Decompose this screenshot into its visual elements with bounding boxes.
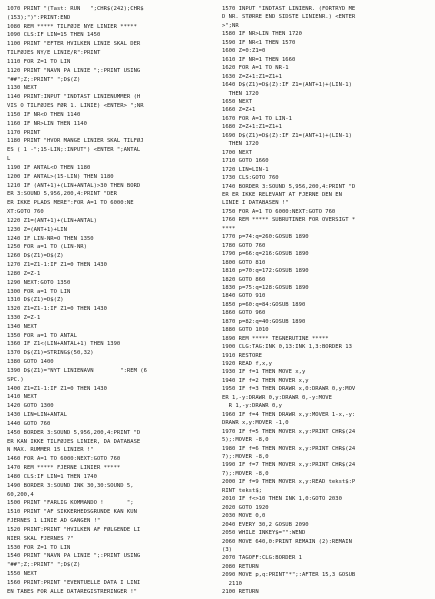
code-line: 1410 NEXT [7, 394, 37, 401]
code-line: 1830 p=75:q=128:GOSUB 1890 [222, 284, 309, 291]
code-line: VIS O TILFØJES FØR 1. LINIE) <ENTER> ";NR [7, 103, 144, 110]
code-line: LINIE I DATABASEN !" [222, 200, 289, 207]
code-line: 1370 D$(Z1)=STRING$(50,32) [7, 350, 94, 357]
code-line: 1160 IF NR>LIN THEN 1140 [7, 120, 87, 127]
code-line: 2020 GOTO 1920 [222, 504, 269, 511]
code-line: XT:GOTO 760 [7, 209, 44, 216]
code-line: 1880 GOTO 1010 [222, 327, 269, 334]
code-line: 1340 NEXT [7, 323, 37, 330]
code-line: 1930 IF f=1 THEN MOVE x,y [222, 369, 306, 376]
code-line: 1120 PRINT "NAVN PA LINIE ";:PRINT USING [7, 67, 141, 74]
code-line: 1360 IF Z1<(LIN+ANTAL+1) THEN 1390 [7, 341, 121, 348]
code-line: 1650 NEXT [222, 98, 252, 105]
code-line: 1640 D$(Z1)=D$(Z):IF Z1=(ANT+1)+(LIN-1) [222, 82, 352, 89]
code-line: 1250 FOR a=1 TO (LIN-NR) [7, 244, 87, 251]
code-line: ER KAN IKKE TILFØJES LINIER, DA DATABASE [7, 438, 141, 445]
code-line: 1690 D$(Z1)=D$(Z):IF Z1=(ANT+1)+(LIN-1) [222, 132, 352, 139]
code-line: 1140 PRINT:INPUT "INDTAST LINIENUMMER (H [7, 94, 141, 101]
code-line: 1940 IF f=2 THEN MOVER x,y [222, 377, 309, 384]
code-line: THEN 1720 [222, 90, 259, 97]
code-line: 1790 p=66:q=216:GOSUB 1890 [222, 251, 309, 258]
code-line: 1210 IF (ANT+1)+(LIN+ANTAL)>30 THEN BORD [7, 182, 141, 189]
code-line: 1230 Z=(ANT+1)+LIN [7, 226, 67, 233]
code-line: 1440 GOTO 760 [7, 420, 51, 427]
code-line: 1510 PRINT "AF SIKKERHEDSGRUNDE KAN KUN [7, 509, 137, 516]
code-line: 1100 PRINT "EFTER HVILKEN LINIE SKAL DER [7, 41, 141, 48]
code-line: 5);:MOVER -8,0 [222, 437, 269, 444]
code-line: 1200 IF ANTAL>(15-LIN) THEN 1180 [7, 173, 114, 180]
code-line: 1840 GOTO 910 [222, 293, 266, 300]
code-line: THEN 1720 [222, 141, 259, 148]
code-line: 2050 WHILE INKEY$="":WEND [222, 530, 306, 537]
code-line: 1900 CLG:TAG:INK 0,13:INK 1,3:BORDER 13 [222, 344, 352, 351]
code-line: 7);:MOVER -8,0 [222, 470, 269, 477]
code-line: EN TABES FOR ALLE DATAREGISTRERINGER !" [7, 588, 137, 595]
code-line: ER 1,-y:DRAWR 0,y:DRAWR 0,-y:MOVE [222, 394, 332, 401]
code-line: 1850 p=60:q=84:GOSUB 1890 [222, 301, 306, 308]
code-line: 1530 FOR Z=1 TO LIN [7, 544, 71, 551]
code-line: 1110 FOR Z=1 TO LIN [7, 58, 71, 65]
code-line: D NR. STØRRE END SIDSTE LINIENR.) <ENTER [222, 14, 356, 21]
code-line: 1820 GOTO 860 [222, 276, 266, 283]
code-line: 1970 IF f=5 THEN MOVER x,y:PRINT CHR$(24 [222, 428, 356, 435]
code-line: 1460 FOR A=1 TO 6000:NEXT:GOTO 760 [7, 456, 121, 463]
code-line: 1130 NEXT [7, 85, 37, 92]
code-line: 2030 MOVE 0,0 [222, 513, 266, 520]
code-line: 1750 FOR A=1 TO 6000:NEXT:GOTO 760 [222, 208, 336, 215]
code-line: 2110 [222, 580, 242, 587]
code-line: 1240 IF LIN-NR=O THEN 1350 [7, 235, 94, 242]
code-line: 1710 GOTO 1660 [222, 158, 269, 165]
code-line: 1390 D$(Z1)="NYT LINIENAVN ":REM (6 [7, 367, 147, 374]
code-line: 1700 NEXT [222, 149, 252, 156]
code-line: L [7, 156, 11, 163]
code-line: 1590 IF NR<1 THEN 1570 [222, 39, 296, 46]
code-line: 1890 REM ***** TEGNERUTINE ***** [222, 335, 329, 342]
code-line: 1300 FOR a=1 TO LIN [7, 288, 71, 295]
code-line: 1180 PRINT "HVOR MANGE LINIER SKAL TILFØJ [7, 138, 144, 145]
code-line: 1810 p=70:q=172:GOSUB 1890 [222, 268, 309, 275]
code-line: 2060 MOVE 640,0:PRINT REMAIN (2):REMAIN [222, 538, 352, 545]
code-line: 1570 INPUT "INDTAST LINIENR. (FORTRYD ME [222, 6, 356, 12]
code-line: 1380 GOTO 1400 [7, 359, 54, 366]
code-line: 1520 PRINT:PRINT "HVILKEN AF FØLGENDE LI [7, 526, 141, 533]
code-line: 2090 MOVE p,q:PRINT"*";:AFTER 15,3 GOSUB [222, 572, 356, 579]
code-line: 1960 IF f=4 THEN DRAWR x,y:MOVER 1-x,-y: [222, 411, 356, 418]
code-line: SPC.) [7, 376, 24, 383]
code-line: ER 3:SOUND 5,956,200,4:PRINT "DER [7, 191, 117, 198]
code-line: 2010 IF f<>10 THEN INK 1,0:GOTO 2030 [222, 496, 342, 503]
code-line: 1070 PRINT "(Tast: RUN ";CHR$(242);CHR$ [7, 6, 144, 12]
code-line: 1780 GOTO 760 [222, 242, 266, 249]
code-line: ER IKKE PLADS MERE":FOR A=1 TO 6000:NE [7, 200, 134, 207]
code-line: 2040 EVERY 30,2 GOSUB 2090 [222, 521, 309, 528]
code-line: 1980 IF f=6 THEN MOVER x,y:PRINT CHR$(24 [222, 445, 356, 452]
code-line: "##";Z;:PRINT" ";D$(Z) [7, 76, 81, 83]
code-line: 1560 PRINT:PRINT "EVENTUELLE DATA I LINI [7, 579, 141, 586]
code-line: 1620 FOR A=1 TO NR-1 [222, 65, 289, 72]
code-line: 1610 IF NR=1 THEN 1660 [222, 56, 296, 63]
code-line: DRAWR x,y:MOVER -1,0 [222, 420, 289, 427]
code-line: 60,200,4 [7, 491, 34, 498]
code-line: 1600 Z=0:Z1=0 [222, 48, 266, 55]
code-line: 1080 REM ***** TILFØJE NYE LINIER ***** [7, 23, 137, 30]
code-line: 1540 PRINT "NAVN PA LINIE ";:PRINT USING [7, 553, 141, 560]
code-line: 1910 RESTORE [222, 352, 262, 359]
code-line: 1770 p=74:q=260:GOSUB 1890 [222, 234, 309, 241]
code-line: 1090 CLS:IF LIN=15 THEN 1450 [7, 32, 101, 39]
listing-column-right [222, 6, 432, 596]
code-line: TILFØJES NY/E LINIE/R":PRINT [7, 50, 101, 57]
code-line: 1800 GOTO 810 [222, 259, 266, 266]
code-line: FJERNES 1 LINIE AD GANGEN !" [7, 518, 101, 525]
code-line: 1920 READ f,x,y [222, 361, 272, 368]
code-line: 1730 CLS:GOTO 760 [222, 175, 279, 182]
code-line: 2000 IF f=9 THEN MOVER x,y:READ tekst$:P [222, 479, 356, 486]
code-line: 2080 RETURN [222, 563, 259, 570]
code-line: 1470 REM ***** FJERNE LINIER ***** [7, 465, 121, 472]
code-line: 1630 Z=Z+1:Z1=Z1+1 [222, 73, 282, 80]
code-line: **** [222, 225, 236, 232]
code-line: ER ER IKKE RELEVANT AT FJERNE DEN EN [222, 191, 342, 198]
code-line: 1350 FOR a=1 TO ANTAL [7, 332, 77, 339]
code-line: 1400 Z1=Z1-1:IF Z1=0 THEN 1430 [7, 385, 107, 392]
code-line: 1290 NEXT:GOTO 1350 [7, 279, 71, 286]
code-line: N MAX. RUMMER 15 LINIER !" [7, 447, 94, 454]
code-line: 1280 Z=Z-1 [7, 270, 41, 277]
code-line: 2100 RETURN [222, 589, 259, 596]
code-line: 1330 Z=Z-1 [7, 314, 41, 321]
code-line: "##";Z;:PRINT" ";D$(Z) [7, 562, 81, 569]
code-line: 1220 Z1=(ANT+1)+(LIN+ANTAL) [7, 217, 97, 224]
code-line: 1450 BORDER 3:SOUND 5,956,200,4:PRINT "D [7, 429, 141, 436]
code-line: ES ( 1 -";15-LIN;:INPUT") <ENTER ";ANTAL [7, 147, 141, 154]
code-line: 1430 LIN=LIN+ANTAL [7, 412, 67, 419]
code-line: NIER SKAL FJERNES ?" [7, 535, 74, 542]
code-line: 1870 p=82:q=40:GOSUB 1890 [222, 318, 306, 325]
code-line: 1420 GOTO 1300 [7, 403, 54, 410]
code-line: >";NR [222, 22, 239, 29]
code-line: 1860 GOTO 960 [222, 310, 266, 317]
code-line: RINT tekst$; [222, 487, 262, 494]
code-line: 1270 Z1=Z1-1:IF Z1=0 THEN 1430 [7, 262, 107, 269]
code-line: 1260 D$(Z1)=D$(Z) [7, 253, 64, 260]
code-line: 1670 FOR A=1 TO LIN-1 [222, 115, 292, 122]
code-line: 1660 Z=Z+1 [222, 107, 256, 114]
code-line: (153);")":PRINT:END [7, 14, 71, 21]
code-line: 1720 LIN=LIN-1 [222, 166, 269, 173]
code-line: 1950 IF f=3 THEN DRAWR x,0:DRAWR 0,y:MOV [222, 386, 356, 393]
code-line: 1490 BORDER 3:SOUND INK 30,30:SOUND 5, [7, 482, 134, 489]
code-line: 1310 D$(Z1)=D$(Z) [7, 297, 64, 304]
code-line: 1480 CLS:IF LIN=1 THEN 1740 [7, 473, 97, 480]
code-line: 1150 IF NR<O THEN 1140 [7, 111, 81, 118]
code-line: 1990 IF f=7 THEN MOVER x,y:PRINT CHR$(24 [222, 462, 356, 469]
code-line: 1190 IF ANTAL<O THEN 1180 [7, 164, 91, 171]
code-line: 2070 TAGOFF:CLG:BORDER 1 [222, 555, 302, 562]
code-line: 1580 IF NR>LIN THEN 1720 [222, 31, 302, 38]
code-line: 1500 PRINT "FARLIG KOMMANDO ! "; [7, 500, 134, 507]
code-line: 1170 PRINT [7, 129, 41, 136]
listing-column-left [7, 6, 214, 596]
code-line: 1740 BORDER 3:SOUND 5,956,200,4:PRINT "D [222, 183, 356, 190]
code-line: R 1,-y:DRAWR 0,y [222, 403, 282, 410]
code-line: (3) [222, 547, 232, 553]
code-line: 1320 Z1=Z1-1:IF Z1=0 THEN 1430 [7, 306, 107, 313]
code-line: 1680 Z=Z+1:Z1=Z1+1 [222, 124, 282, 131]
code-line: 1550 NEXT [7, 571, 37, 577]
code-line: 1760 REM ***** SUBRUTINER FOR OVERSIGT * [222, 217, 356, 224]
code-line: 7);:MOVER -8,0 [222, 454, 269, 461]
